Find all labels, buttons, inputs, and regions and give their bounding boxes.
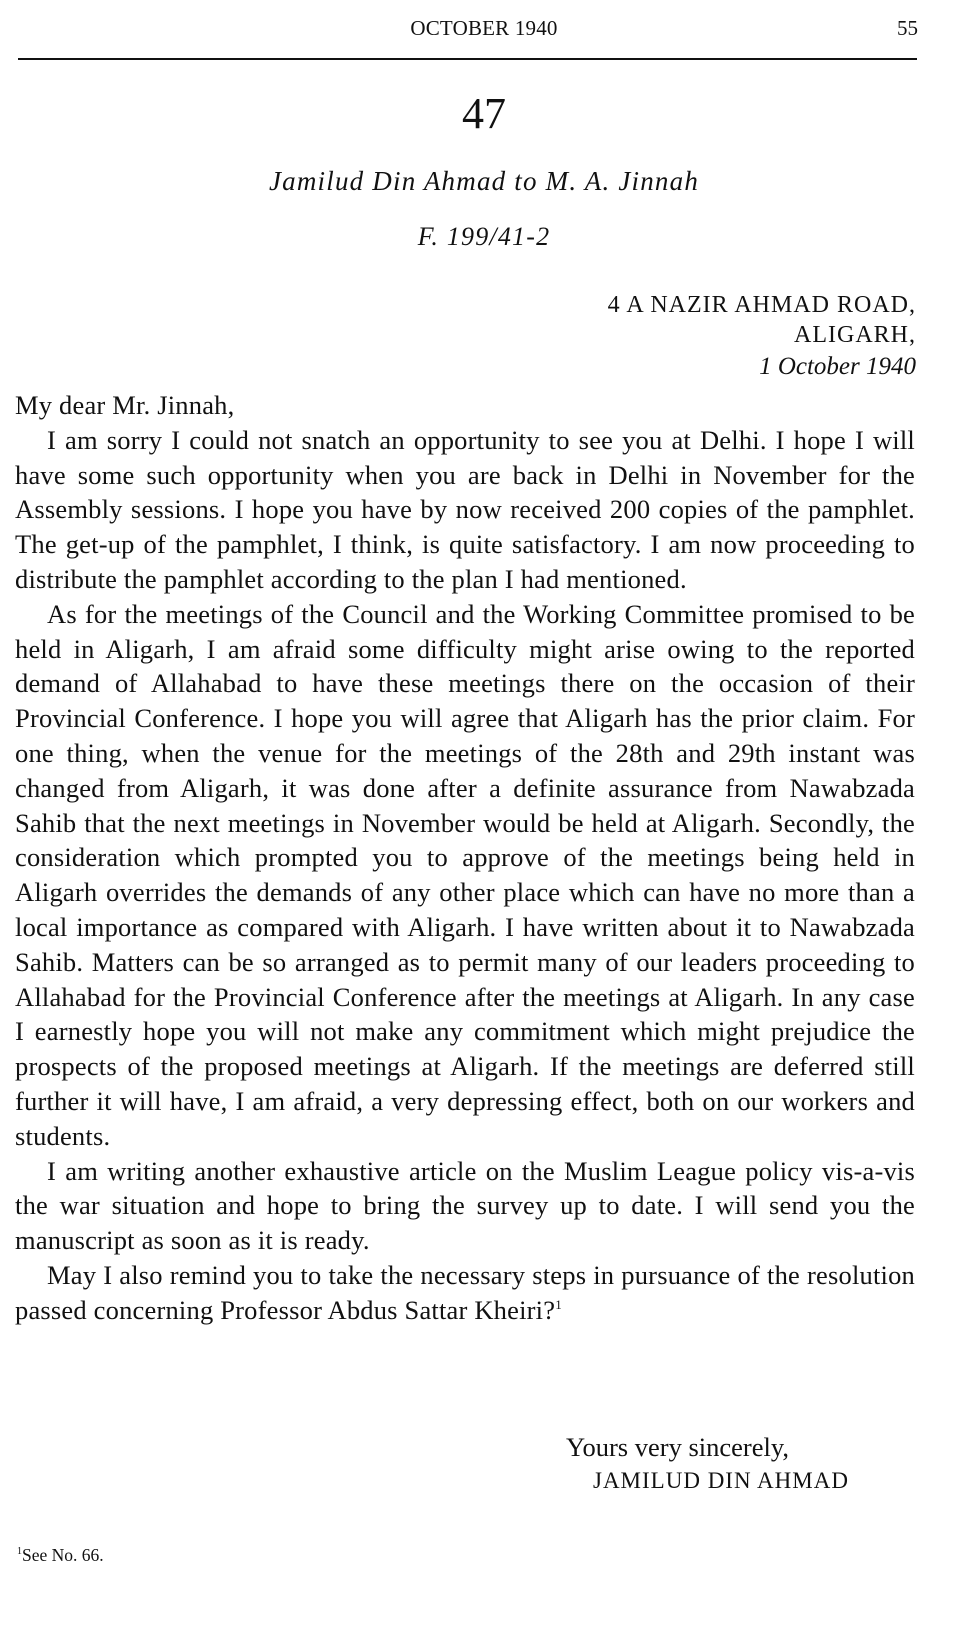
closing: Yours very sincerely, <box>566 1432 790 1462</box>
signature: JAMILUD DIN AHMAD <box>593 1468 849 1493</box>
letter-body <box>15 388 915 1328</box>
address-line-2: ALIGARH, <box>794 322 916 348</box>
paragraph-2: As for the meetings of the Council and the Working Committee promised to be held in Aligarh, I am afraid some difficulty might arise owing to the reported demand of Allahabad to have these meetings there on the occasion of their Provincial Conference. I hope you will agree that Aligarh has the prior claim. For one thing, when the venue for the meetings of the 28th and 29th instant was changed from Aligarh, it was done after a definite assurance from Nawabzada Sahib that the next meetings in November would be held at Aligarh. Secondly, the consideration which prompted you to approve of the meetings being held in Aligarh overrides the demands of any other place which can have no more than a local importance as compared with Aligarh. I have written about it to Nawabzada Sahib. Matters can be so arranged as to permit many of our leaders proceeding to Allahabad for the Provincial Conference after the meetings at Aligarh. In any case I earnestly hope you will not make any commitment which might prejudice the prospects of the proposed meetings at Aligarh. If the meetings are deferred still further it will have, I am afraid, a very depressing effect, both on our workers and students. <box>15 598 915 1151</box>
running-header-title: OCTOBER 1940 <box>410 16 558 40</box>
footnote-mark: 1 <box>17 1546 22 1558</box>
paragraph-3: I am writing another exhaustive article on the Muslim League policy vis-a-vis the war situation and hope to bring the survey up to date. I will send you the manuscript as soon as it is ready. <box>15 1155 915 1256</box>
document-number: 47 <box>462 89 506 138</box>
footnote-reference[interactable]: 1 <box>555 1296 562 1312</box>
address-line-1: 4 A NAZIR AHMAD ROAD, <box>607 292 916 318</box>
letter-date: 1 October 1940 <box>759 353 916 380</box>
header-divider <box>18 58 917 60</box>
salutation: My dear Mr. Jinnah, <box>15 390 235 420</box>
paragraph-4-text: May I also remind you to take the necessary steps in pursuance of the resolution passed concerning Professor Abdus Sattar Kheiri? <box>15 1259 915 1325</box>
sender-address <box>608 290 916 384</box>
page-number: 55 <box>897 16 918 40</box>
document-heading: Jamilud Din Ahmad to M. A. Jinnah <box>268 166 700 196</box>
file-reference: F. 199/41-2 <box>417 222 551 251</box>
footnote-text: See No. 66. <box>22 1545 104 1565</box>
footnote <box>17 1545 104 1566</box>
paragraph-4 <box>15 1258 915 1328</box>
paragraph-1: I am sorry I could not snatch an opportunity to see you at Delhi. I hope I will have some such opportunity when you are back in Delhi in November for the Assembly sessions. I hope you have by now received 200 copies of the pamphlet. The get-up of the pamphlet, I think, is quite satisfactory. I am now proceeding to distribute the pamphlet according to the plan I had mentioned. <box>15 424 915 594</box>
